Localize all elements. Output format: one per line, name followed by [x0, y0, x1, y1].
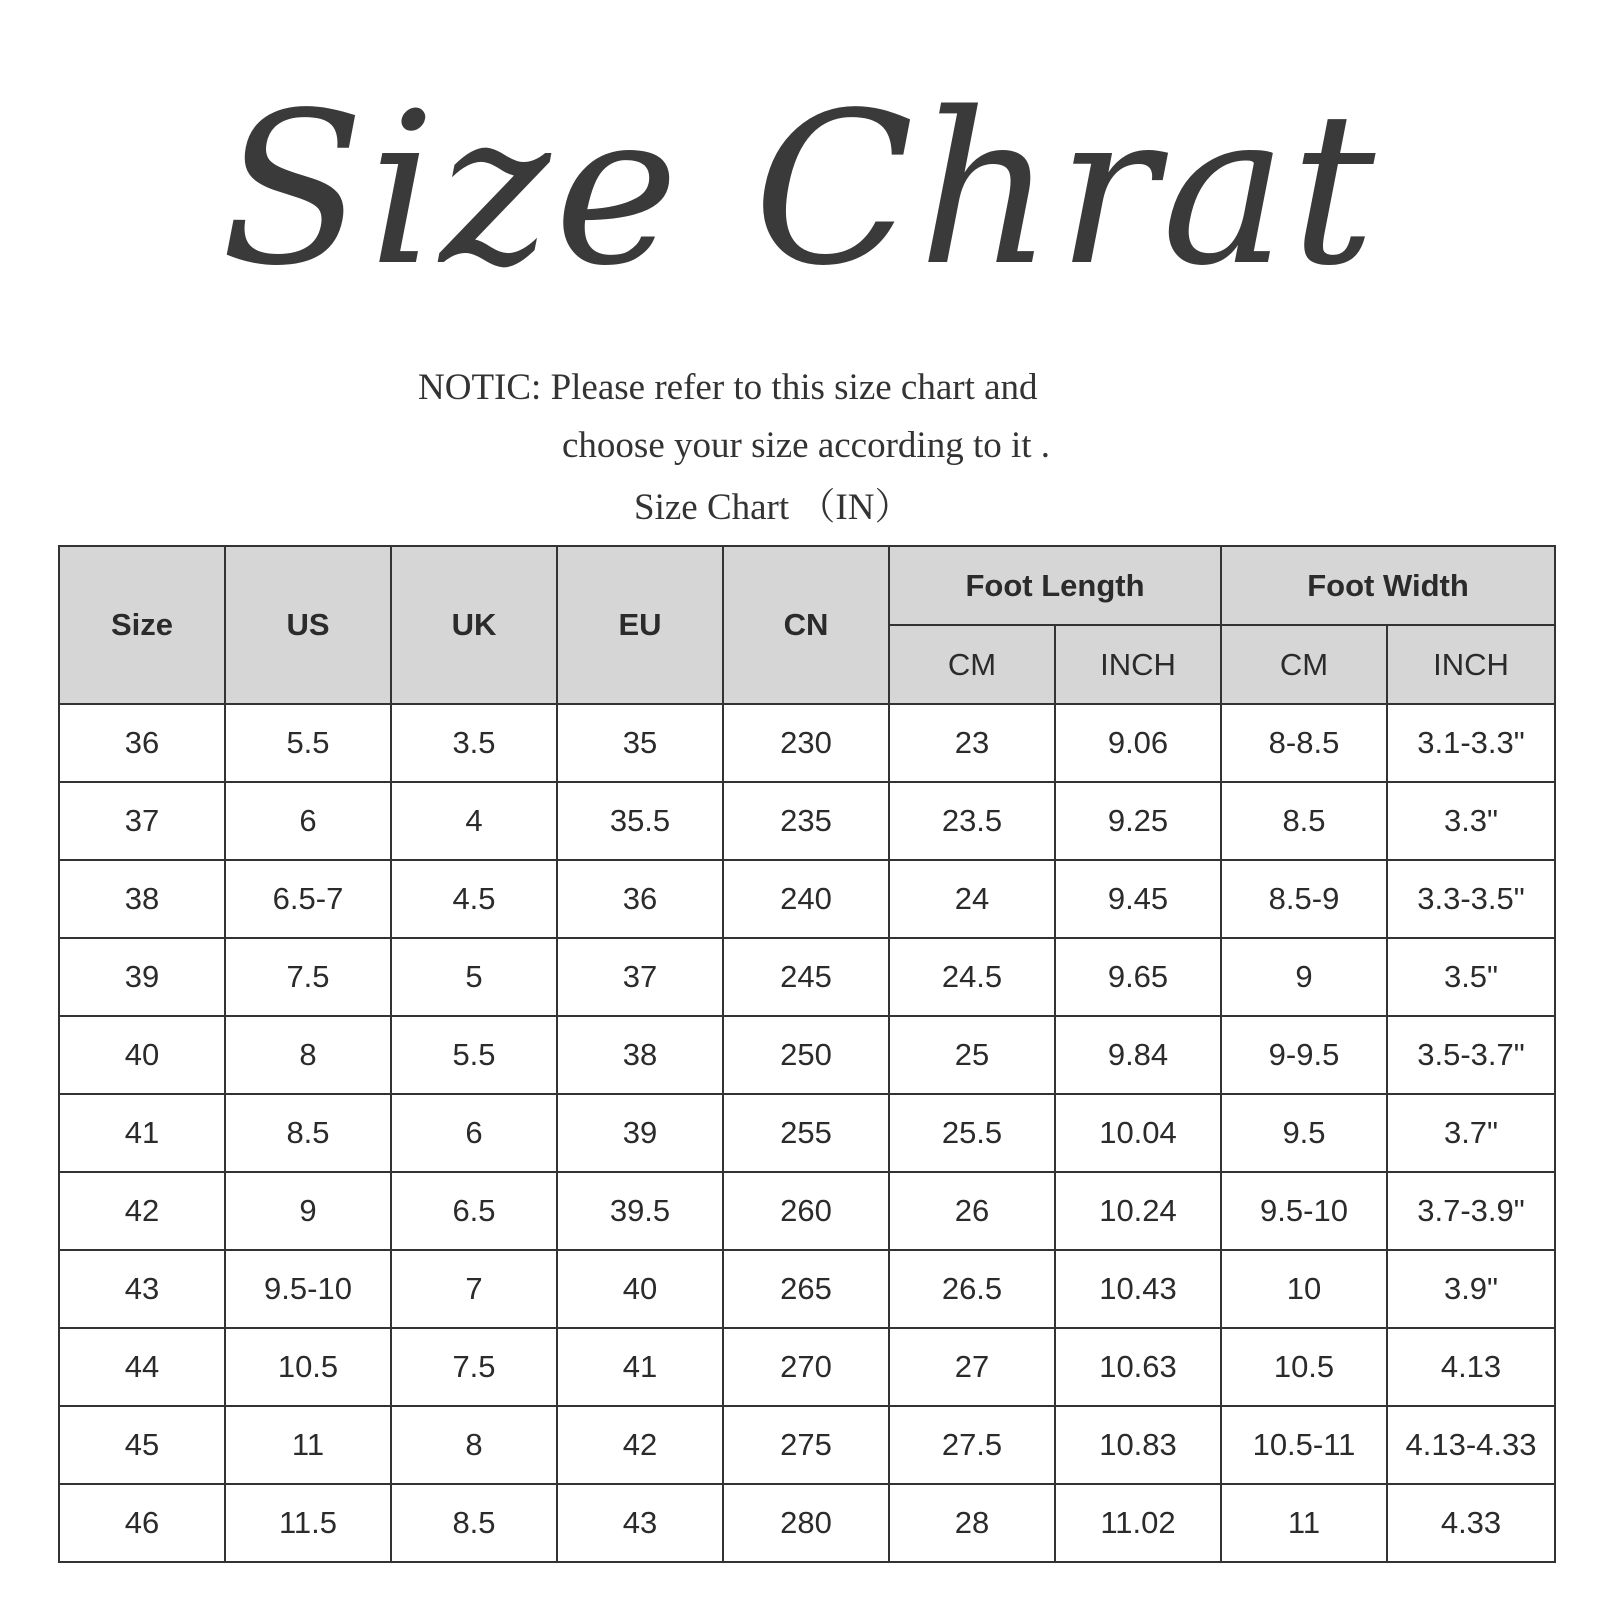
cell-uk: 7.5 [391, 1328, 557, 1406]
cell-foot-length-inch: 10.83 [1055, 1406, 1221, 1484]
cell-eu: 35 [557, 704, 723, 782]
cell-foot-width-inch: 3.7-3.9" [1387, 1172, 1555, 1250]
cell-foot-length-cm: 24 [889, 860, 1055, 938]
cell-foot-length-inch: 9.06 [1055, 704, 1221, 782]
cell-uk: 5 [391, 938, 557, 1016]
cell-eu: 40 [557, 1250, 723, 1328]
table-body [59, 704, 1555, 1562]
table-row [59, 1406, 1555, 1484]
cell-foot-width-cm: 10 [1221, 1250, 1387, 1328]
cell-us: 8.5 [225, 1094, 391, 1172]
cell-us: 9 [225, 1172, 391, 1250]
cell-uk: 4.5 [391, 860, 557, 938]
cell-size: 38 [59, 860, 225, 938]
cell-cn: 255 [723, 1094, 889, 1172]
table-row [59, 704, 1555, 782]
cell-cn: 245 [723, 938, 889, 1016]
cell-foot-length-inch: 9.65 [1055, 938, 1221, 1016]
cell-cn: 235 [723, 782, 889, 860]
header-foot-length-inch: INCH [1055, 625, 1221, 704]
cell-foot-width-inch: 3.1-3.3" [1387, 704, 1555, 782]
header-foot-width-inch: INCH [1387, 625, 1555, 704]
cell-cn: 250 [723, 1016, 889, 1094]
cell-size: 46 [59, 1484, 225, 1562]
cell-foot-length-cm: 24.5 [889, 938, 1055, 1016]
notice-text-line2: choose your size according to it . [562, 425, 1051, 466]
cell-foot-length-cm: 26.5 [889, 1250, 1055, 1328]
cell-foot-length-inch: 10.24 [1055, 1172, 1221, 1250]
chart-caption: Size Chart （IN） [634, 487, 912, 528]
cell-foot-width-cm: 8.5-9 [1221, 860, 1387, 938]
cell-foot-width-cm: 8.5 [1221, 782, 1387, 860]
table-header [59, 546, 1555, 704]
table-row [59, 860, 1555, 938]
cell-cn: 240 [723, 860, 889, 938]
cell-us: 6.5-7 [225, 860, 391, 938]
cell-uk: 6 [391, 1094, 557, 1172]
header-cn: CN [723, 546, 889, 704]
cell-size: 41 [59, 1094, 225, 1172]
cell-foot-width-inch: 4.13-4.33 [1387, 1406, 1555, 1484]
cell-us: 10.5 [225, 1328, 391, 1406]
table-row [59, 1250, 1555, 1328]
cell-uk: 3.5 [391, 704, 557, 782]
cell-eu: 38 [557, 1016, 723, 1094]
cell-uk: 5.5 [391, 1016, 557, 1094]
cell-foot-width-cm: 10.5-11 [1221, 1406, 1387, 1484]
cell-foot-width-inch: 3.3-3.5" [1387, 860, 1555, 938]
cell-foot-width-cm: 8-8.5 [1221, 704, 1387, 782]
size-chart-table [58, 545, 1556, 1563]
header-foot-length-cm: CM [889, 625, 1055, 704]
cell-eu: 36 [557, 860, 723, 938]
cell-size: 39 [59, 938, 225, 1016]
cell-foot-length-cm: 27 [889, 1328, 1055, 1406]
cell-size: 36 [59, 704, 225, 782]
table-row [59, 1016, 1555, 1094]
table-row [59, 938, 1555, 1016]
cell-eu: 39.5 [557, 1172, 723, 1250]
cell-eu: 37 [557, 938, 723, 1016]
cell-cn: 265 [723, 1250, 889, 1328]
cell-foot-width-inch: 4.33 [1387, 1484, 1555, 1562]
cell-foot-length-cm: 25.5 [889, 1094, 1055, 1172]
cell-cn: 230 [723, 704, 889, 782]
cell-foot-width-cm: 11 [1221, 1484, 1387, 1562]
cell-foot-width-inch: 3.9" [1387, 1250, 1555, 1328]
cell-eu: 42 [557, 1406, 723, 1484]
cell-cn: 280 [723, 1484, 889, 1562]
cell-cn: 275 [723, 1406, 889, 1484]
cell-us: 5.5 [225, 704, 391, 782]
cell-size: 42 [59, 1172, 225, 1250]
cell-size: 37 [59, 782, 225, 860]
cell-uk: 8 [391, 1406, 557, 1484]
cell-foot-length-inch: 11.02 [1055, 1484, 1221, 1562]
header-foot-width-cm: CM [1221, 625, 1387, 704]
page-title: Size Chrat [220, 67, 1380, 312]
table-row [59, 1484, 1555, 1562]
header-foot-length: Foot Length [889, 546, 1221, 625]
table-row [59, 1328, 1555, 1406]
cell-cn: 260 [723, 1172, 889, 1250]
table-row [59, 1172, 1555, 1250]
cell-eu: 41 [557, 1328, 723, 1406]
cell-us: 6 [225, 782, 391, 860]
cell-us: 7.5 [225, 938, 391, 1016]
cell-foot-length-inch: 9.25 [1055, 782, 1221, 860]
cell-foot-length-cm: 27.5 [889, 1406, 1055, 1484]
cell-foot-length-cm: 28 [889, 1484, 1055, 1562]
cell-size: 45 [59, 1406, 225, 1484]
cell-us: 9.5-10 [225, 1250, 391, 1328]
table-row [59, 1094, 1555, 1172]
cell-us: 11 [225, 1406, 391, 1484]
cell-uk: 6.5 [391, 1172, 557, 1250]
cell-foot-width-inch: 3.5-3.7" [1387, 1016, 1555, 1094]
cell-foot-width-inch: 3.7" [1387, 1094, 1555, 1172]
cell-cn: 270 [723, 1328, 889, 1406]
notice-text-line1: NOTIC: Please refer to this size chart and [418, 367, 1038, 408]
cell-foot-width-cm: 9.5-10 [1221, 1172, 1387, 1250]
cell-size: 40 [59, 1016, 225, 1094]
cell-foot-width-inch: 3.5" [1387, 938, 1555, 1016]
cell-eu: 43 [557, 1484, 723, 1562]
header-eu: EU [557, 546, 723, 704]
cell-foot-length-inch: 9.84 [1055, 1016, 1221, 1094]
cell-size: 43 [59, 1250, 225, 1328]
cell-foot-width-inch: 3.3" [1387, 782, 1555, 860]
header-foot-width: Foot Width [1221, 546, 1555, 625]
header-us: US [225, 546, 391, 704]
cell-size: 44 [59, 1328, 225, 1406]
header-uk: UK [391, 546, 557, 704]
cell-foot-length-cm: 25 [889, 1016, 1055, 1094]
cell-foot-width-cm: 9.5 [1221, 1094, 1387, 1172]
cell-foot-length-inch: 10.43 [1055, 1250, 1221, 1328]
cell-us: 8 [225, 1016, 391, 1094]
cell-eu: 35.5 [557, 782, 723, 860]
cell-foot-length-cm: 23 [889, 704, 1055, 782]
header-size: Size [59, 546, 225, 704]
table-row [59, 782, 1555, 860]
cell-uk: 8.5 [391, 1484, 557, 1562]
cell-foot-length-inch: 10.04 [1055, 1094, 1221, 1172]
cell-foot-length-cm: 23.5 [889, 782, 1055, 860]
cell-uk: 4 [391, 782, 557, 860]
cell-foot-width-cm: 10.5 [1221, 1328, 1387, 1406]
cell-foot-width-inch: 4.13 [1387, 1328, 1555, 1406]
cell-foot-length-inch: 10.63 [1055, 1328, 1221, 1406]
cell-eu: 39 [557, 1094, 723, 1172]
cell-foot-width-cm: 9 [1221, 938, 1387, 1016]
cell-foot-width-cm: 9-9.5 [1221, 1016, 1387, 1094]
cell-foot-length-inch: 9.45 [1055, 860, 1221, 938]
cell-foot-length-cm: 26 [889, 1172, 1055, 1250]
cell-uk: 7 [391, 1250, 557, 1328]
cell-us: 11.5 [225, 1484, 391, 1562]
